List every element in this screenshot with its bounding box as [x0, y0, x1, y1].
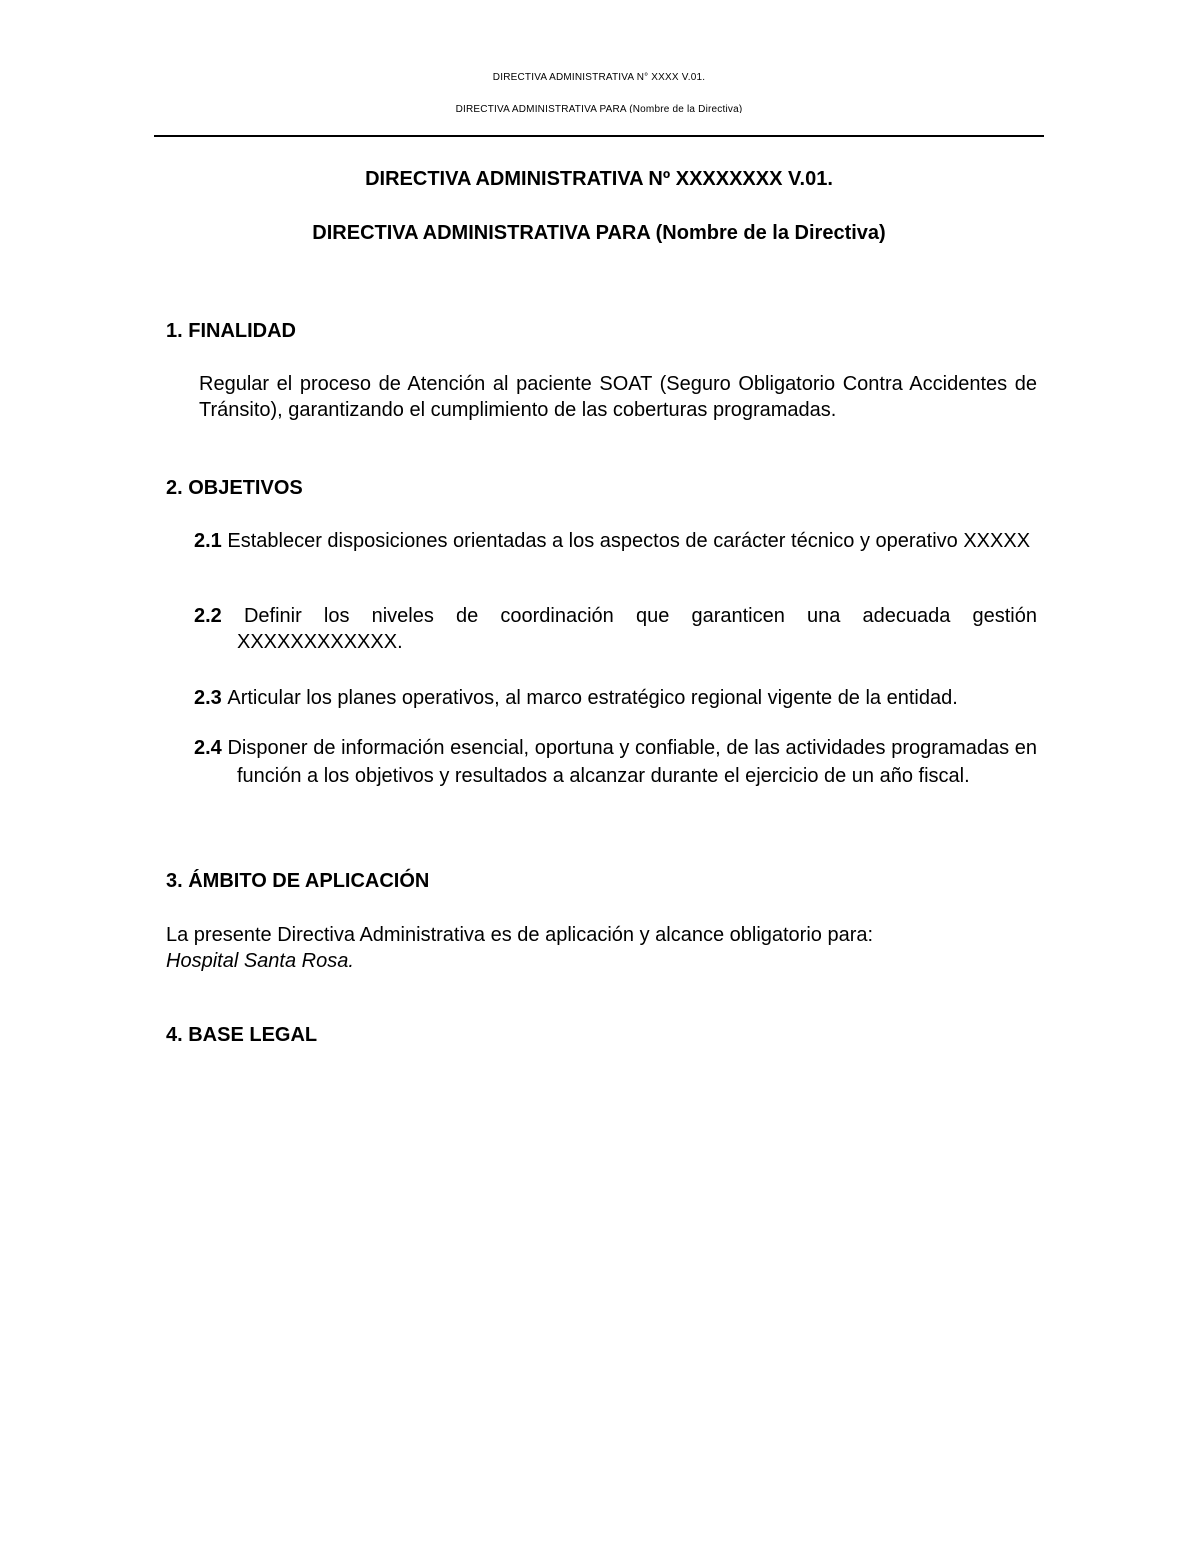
objetivo-text: Establecer disposiciones orientadas a los aspectos de carácter técnico y operativo XXXXX — [227, 530, 1031, 552]
section-heading-finalidad: 1. FINALIDAD — [166, 320, 296, 342]
section-heading-objetivos: 2. OBJETIVOS — [166, 477, 303, 499]
running-header-line2: DIRECTIVA ADMINISTRATIVA PARA (Nombre de la Directiva) — [455, 104, 743, 113]
running-header-line1: DIRECTIVA ADMINISTRATIVA N° XXXX V.01. — [492, 72, 706, 83]
ambito-text: La presente Directiva Administrativa es de aplicación y alcance obligatorio para: — [166, 924, 874, 946]
objetivo-number: 2.3 — [194, 687, 222, 709]
document-title: DIRECTIVA ADMINISTRATIVA Nº XXXXXXXX V.01. — [365, 168, 833, 190]
section-heading-ambito: 3. ÁMBITO DE APLICACIÓN — [166, 870, 430, 892]
document-subtitle: DIRECTIVA ADMINISTRATIVA PARA (Nombre de la Directiva) — [312, 222, 886, 244]
ambito-entity: Hospital Santa Rosa. — [166, 950, 354, 972]
section-heading-base-legal: 4. BASE LEGAL — [166, 1024, 318, 1046]
objetivo-number: 2.1 — [194, 530, 222, 552]
objetivo-item — [194, 734, 1037, 790]
objetivo-item — [194, 685, 1037, 711]
objetivo-number: 2.2 — [194, 605, 222, 627]
header-divider — [154, 135, 1044, 137]
finalidad-text: Regular el proceso de Atención al paciente SOAT (Seguro Obligatorio Contra Accidentes de Tránsito), garantizando el cumplimiento de las coberturas programadas. — [199, 373, 1037, 421]
objetivo-text: Definir los niveles de coordinación que garanticen una adecuada gestión XXXXXXXXXXXX. — [237, 605, 1037, 653]
objetivo-item — [194, 528, 1037, 554]
objetivo-text: Disponer de información esencial, oportuna y confiable, de las actividades programadas en función a los objetivos y resultados a alcanzar durante el ejercicio de un año fiscal. — [227, 737, 1037, 787]
objetivo-item — [194, 603, 1037, 655]
objetivo-text: Articular los planes operativos, al marco estratégico regional vigente de la entidad. — [227, 687, 958, 709]
objetivo-number: 2.4 — [194, 737, 222, 759]
